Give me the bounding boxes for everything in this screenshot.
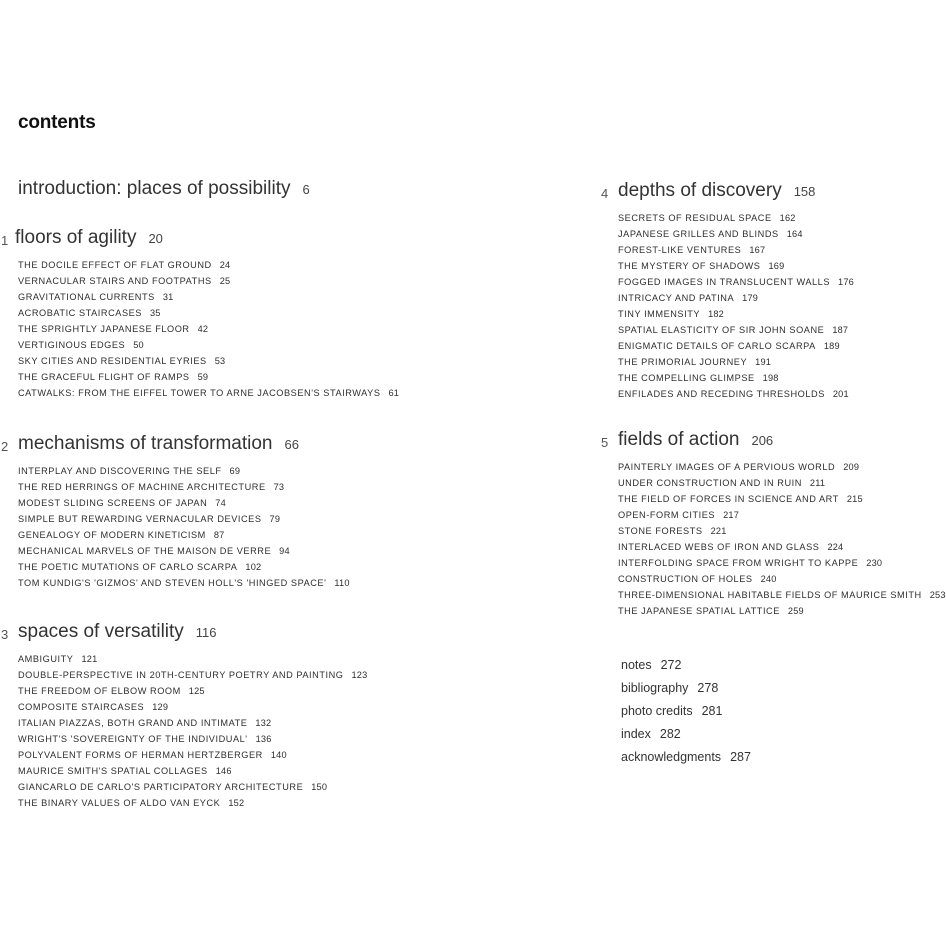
section-title: THE SPRIGHTLY JAPANESE FLOOR xyxy=(18,324,190,334)
section-page: 162 xyxy=(779,213,796,223)
toc-section-entry[interactable] xyxy=(618,370,854,386)
section-title: SIMPLE BUT REWARDING VERNACULAR DEVICES xyxy=(18,514,262,524)
section-page: 73 xyxy=(273,482,285,492)
section-page: 74 xyxy=(215,498,226,508)
back-matter-entry[interactable] xyxy=(621,654,751,677)
chapter-title: fields of action xyxy=(618,429,740,450)
toc-section-entry[interactable] xyxy=(618,475,946,491)
section-title: STONE FORESTS xyxy=(618,526,703,536)
toc-section-entry[interactable] xyxy=(618,491,946,507)
page-title: contents xyxy=(18,112,96,133)
toc-section-entry[interactable] xyxy=(618,338,854,354)
chapter-page: 206 xyxy=(751,433,774,448)
section-page: 259 xyxy=(787,606,804,616)
section-page: 121 xyxy=(81,654,98,664)
section-title: MAURICE SMITH'S SPATIAL COLLAGES xyxy=(18,766,208,776)
section-title: GENEALOGY OF MODERN KINETICISM xyxy=(18,530,206,540)
section-title: FOREST-LIKE VENTURES xyxy=(618,245,742,255)
section-title: THE FIELD OF FORCES IN SCIENCE AND ART xyxy=(618,494,839,504)
back-matter-title: acknowledgments xyxy=(621,750,722,764)
section-title: THE GRACEFUL FLIGHT OF RAMPS xyxy=(18,372,190,382)
section-page: 176 xyxy=(838,277,854,287)
section-page: 94 xyxy=(279,546,290,556)
toc-section-entry[interactable] xyxy=(18,559,350,575)
toc-section-entry[interactable] xyxy=(18,543,350,559)
section-title: CATWALKS: FROM THE EIFFEL TOWER TO ARNE JACOBSEN'S STAIRWAYS xyxy=(18,388,381,398)
toc-section-entry[interactable] xyxy=(618,210,854,226)
chapter-title: mechanisms of transformation xyxy=(18,433,273,454)
toc-section-entry[interactable] xyxy=(618,354,854,370)
section-title: THREE-DIMENSIONAL HABITABLE FIELDS OF MAURICE SMITH xyxy=(618,590,922,600)
section-title: SKY CITIES AND RESIDENTIAL EYRIES xyxy=(18,356,207,366)
section-page: 87 xyxy=(213,530,225,540)
toc-section-entry[interactable] xyxy=(18,305,399,321)
back-matter-list xyxy=(621,654,751,769)
toc-section-entry[interactable] xyxy=(618,306,854,322)
section-title: GRAVITATIONAL CURRENTS xyxy=(18,292,155,302)
section-title: INTERPLAY AND DISCOVERING THE SELF xyxy=(18,466,222,476)
toc-section-entry[interactable] xyxy=(18,575,350,591)
introduction-title: introduction: places of possibility xyxy=(18,178,291,199)
section-page: 61 xyxy=(388,388,400,398)
section-page: 42 xyxy=(197,324,209,334)
toc-section-entry[interactable] xyxy=(18,385,399,401)
toc-section-entry[interactable] xyxy=(618,322,854,338)
section-title: COMPOSITE STAIRCASES xyxy=(18,702,145,712)
section-page: 123 xyxy=(351,670,368,680)
section-title: VERNACULAR STAIRS AND FOOTPATHS xyxy=(18,276,212,286)
section-page: 217 xyxy=(723,510,740,520)
section-title: TOM KUNDIG'S 'GIZMOS' AND STEVEN HOLL'S 'HINGED SPACE' xyxy=(18,578,327,588)
section-title: DOUBLE-PERSPECTIVE IN 20TH-CENTURY POETRY AND PAINTING xyxy=(18,670,344,680)
toc-section-entry[interactable] xyxy=(18,289,399,305)
chapter-page: 20 xyxy=(148,231,163,246)
section-title: THE POETIC MUTATIONS OF CARLO SCARPA xyxy=(18,562,238,572)
toc-section-entry[interactable] xyxy=(618,459,946,475)
back-matter-page: 272 xyxy=(660,658,682,672)
chapter-number: 4 xyxy=(601,186,609,201)
section-page: 215 xyxy=(846,494,863,504)
section-title: ITALIAN PIAZZAS, BOTH GRAND AND INTIMATE xyxy=(18,718,248,728)
section-page: 189 xyxy=(823,341,840,351)
section-title: INTRICACY AND PATINA xyxy=(618,293,735,303)
section-title: THE MYSTERY OF SHADOWS xyxy=(618,261,761,271)
section-title: INTERLACED WEBS OF IRON AND GLASS xyxy=(618,542,820,552)
toc-section-entry[interactable] xyxy=(618,587,946,603)
chapter-number: 1 xyxy=(1,233,9,248)
section-page: 129 xyxy=(152,702,169,712)
chapter-3-heading[interactable] xyxy=(1,621,217,643)
chapter-page: 116 xyxy=(195,625,217,640)
section-page: 69 xyxy=(229,466,241,476)
chapter-number: 2 xyxy=(1,439,9,454)
toc-section-entry[interactable] xyxy=(18,527,350,543)
section-page: 191 xyxy=(755,357,772,367)
section-title: THE PRIMORIAL JOURNEY xyxy=(618,357,748,367)
chapter-title: depths of discovery xyxy=(618,180,782,201)
toc-section-entry[interactable] xyxy=(18,479,350,495)
toc-section-entry[interactable] xyxy=(18,699,367,715)
chapter-4-heading[interactable] xyxy=(601,180,816,202)
section-page: 167 xyxy=(749,245,766,255)
section-page: 201 xyxy=(832,389,849,399)
back-matter-title: photo credits xyxy=(621,704,693,718)
chapter-1-sections xyxy=(18,257,399,401)
section-title: AMBIGUITY xyxy=(18,654,74,664)
chapter-page: 158 xyxy=(793,184,816,199)
toc-section-entry[interactable] xyxy=(18,463,350,479)
toc-section-entry[interactable] xyxy=(618,258,854,274)
section-title: THE JAPANESE SPATIAL LATTICE xyxy=(618,606,780,616)
toc-section-entry[interactable] xyxy=(18,795,367,811)
toc-section-entry[interactable] xyxy=(18,511,350,527)
toc-section-entry[interactable] xyxy=(618,571,946,587)
section-title: UNDER CONSTRUCTION AND IN RUIN xyxy=(618,478,802,488)
back-matter-entry[interactable] xyxy=(621,723,751,746)
toc-entry-introduction[interactable] xyxy=(18,178,310,200)
chapter-5-sections xyxy=(618,459,946,619)
back-matter-entry[interactable] xyxy=(621,700,751,723)
section-page: 182 xyxy=(708,309,724,319)
toc-section-entry[interactable] xyxy=(18,715,367,731)
chapter-number: 3 xyxy=(1,627,9,642)
toc-section-entry[interactable] xyxy=(18,369,399,385)
section-page: 240 xyxy=(760,574,777,584)
section-page: 230 xyxy=(866,558,883,568)
section-page: 164 xyxy=(786,229,803,239)
section-page: 187 xyxy=(832,325,849,335)
back-matter-title: notes xyxy=(621,658,652,672)
section-page: 136 xyxy=(255,734,272,744)
section-page: 35 xyxy=(150,308,161,318)
section-page: 146 xyxy=(215,766,232,776)
section-title: ACROBATIC STAIRCASES xyxy=(18,308,142,318)
chapter-2-sections xyxy=(18,463,350,591)
section-title: GIANCARLO DE CARLO'S PARTICIPATORY ARCHITECTURE xyxy=(18,782,304,792)
toc-section-entry[interactable] xyxy=(618,290,854,306)
section-page: 31 xyxy=(162,292,174,302)
section-title: FOGGED IMAGES IN TRANSLUCENT WALLS xyxy=(618,277,831,287)
toc-section-entry[interactable] xyxy=(618,555,946,571)
chapter-title: spaces of versatility xyxy=(18,621,184,642)
section-page: 125 xyxy=(188,686,205,696)
section-title: SECRETS OF RESIDUAL SPACE xyxy=(618,213,772,223)
section-page: 24 xyxy=(219,260,231,270)
section-page: 198 xyxy=(762,373,779,383)
toc-section-entry[interactable] xyxy=(18,495,350,511)
back-matter-page: 282 xyxy=(659,727,681,741)
toc-section-entry[interactable] xyxy=(618,603,946,619)
toc-section-entry[interactable] xyxy=(18,779,367,795)
chapter-title: floors of agility xyxy=(15,227,137,248)
back-matter-page: 281 xyxy=(701,704,723,718)
toc-section-entry[interactable] xyxy=(618,386,854,402)
section-title: THE BINARY VALUES OF ALDO VAN EYCK xyxy=(18,798,221,808)
toc-section-entry[interactable] xyxy=(18,683,367,699)
section-page: 50 xyxy=(133,340,144,350)
section-title: PAINTERLY IMAGES OF A PERVIOUS WORLD xyxy=(618,462,836,472)
toc-section-entry[interactable] xyxy=(618,226,854,242)
section-page: 79 xyxy=(269,514,281,524)
toc-section-entry[interactable] xyxy=(18,257,399,273)
section-title: JAPANESE GRILLES AND BLINDS xyxy=(618,229,779,239)
section-title: POLYVALENT FORMS OF HERMAN HERTZBERGER xyxy=(18,750,263,760)
toc-section-entry[interactable] xyxy=(18,337,399,353)
chapter-4-sections xyxy=(618,210,854,402)
toc-section-entry[interactable] xyxy=(18,273,399,289)
toc-section-entry[interactable] xyxy=(18,353,399,369)
section-title: SPATIAL ELASTICITY OF SIR JOHN SOANE xyxy=(618,325,825,335)
back-matter-entry[interactable] xyxy=(621,677,751,700)
section-title: TINY IMMENSITY xyxy=(618,309,701,319)
section-title: ENFILADES AND RECEDING THRESHOLDS xyxy=(618,389,825,399)
toc-section-entry[interactable] xyxy=(18,651,367,667)
section-page: 110 xyxy=(334,578,350,588)
section-title: THE RED HERRINGS OF MACHINE ARCHITECTURE xyxy=(18,482,266,492)
section-page: 140 xyxy=(270,750,287,760)
section-title: THE COMPELLING GLIMPSE xyxy=(618,373,755,383)
toc-section-entry[interactable] xyxy=(618,539,946,555)
section-title: INTERFOLDING SPACE FROM WRIGHT TO KAPPE xyxy=(618,558,859,568)
section-page: 132 xyxy=(255,718,272,728)
chapter-2-heading[interactable] xyxy=(1,433,299,455)
toc-section-entry[interactable] xyxy=(18,763,367,779)
section-page: 152 xyxy=(228,798,245,808)
chapter-number: 5 xyxy=(601,435,609,450)
section-title: THE FREEDOM OF ELBOW ROOM xyxy=(18,686,181,696)
back-matter-page: 287 xyxy=(730,750,751,764)
section-page: 53 xyxy=(214,356,226,366)
section-page: 169 xyxy=(768,261,785,271)
section-title: VERTIGINOUS EDGES xyxy=(18,340,126,350)
section-page: 179 xyxy=(742,293,759,303)
toc-section-entry[interactable] xyxy=(618,523,946,539)
chapter-page: 66 xyxy=(284,437,299,452)
section-title: WRIGHT'S 'SOVEREIGNTY OF THE INDIVIDUAL' xyxy=(18,734,248,744)
toc-section-entry[interactable] xyxy=(18,747,367,763)
section-page: 209 xyxy=(843,462,860,472)
section-page: 25 xyxy=(219,276,231,286)
section-page: 150 xyxy=(311,782,328,792)
section-page: 221 xyxy=(710,526,727,536)
back-matter-title: index xyxy=(621,727,651,741)
toc-section-entry[interactable] xyxy=(18,731,367,747)
section-page: 253 xyxy=(929,590,946,600)
chapter-5-heading[interactable] xyxy=(601,429,774,451)
toc-section-entry[interactable] xyxy=(618,274,854,290)
chapter-1-heading[interactable] xyxy=(1,227,163,249)
section-page: 211 xyxy=(809,478,826,488)
back-matter-entry[interactable] xyxy=(621,746,751,769)
section-page: 59 xyxy=(197,372,209,382)
back-matter-page: 278 xyxy=(697,681,719,695)
toc-section-entry[interactable] xyxy=(18,321,399,337)
section-title: MODEST SLIDING SCREENS OF JAPAN xyxy=(18,498,208,508)
toc-section-entry[interactable] xyxy=(618,507,946,523)
section-title: ENIGMATIC DETAILS OF CARLO SCARPA xyxy=(618,341,816,351)
toc-section-entry[interactable] xyxy=(618,242,854,258)
introduction-page: 6 xyxy=(302,182,310,197)
section-page: 224 xyxy=(827,542,844,552)
section-title: CONSTRUCTION OF HOLES xyxy=(618,574,753,584)
chapter-3-sections xyxy=(18,651,367,811)
toc-section-entry[interactable] xyxy=(18,667,367,683)
back-matter-title: bibliography xyxy=(621,681,689,695)
section-title: MECHANICAL MARVELS OF THE MAISON DE VERRE xyxy=(18,546,272,556)
section-page: 102 xyxy=(245,562,262,572)
section-title: THE DOCILE EFFECT OF FLAT GROUND xyxy=(18,260,212,270)
section-title: OPEN-FORM CITIES xyxy=(618,510,716,520)
